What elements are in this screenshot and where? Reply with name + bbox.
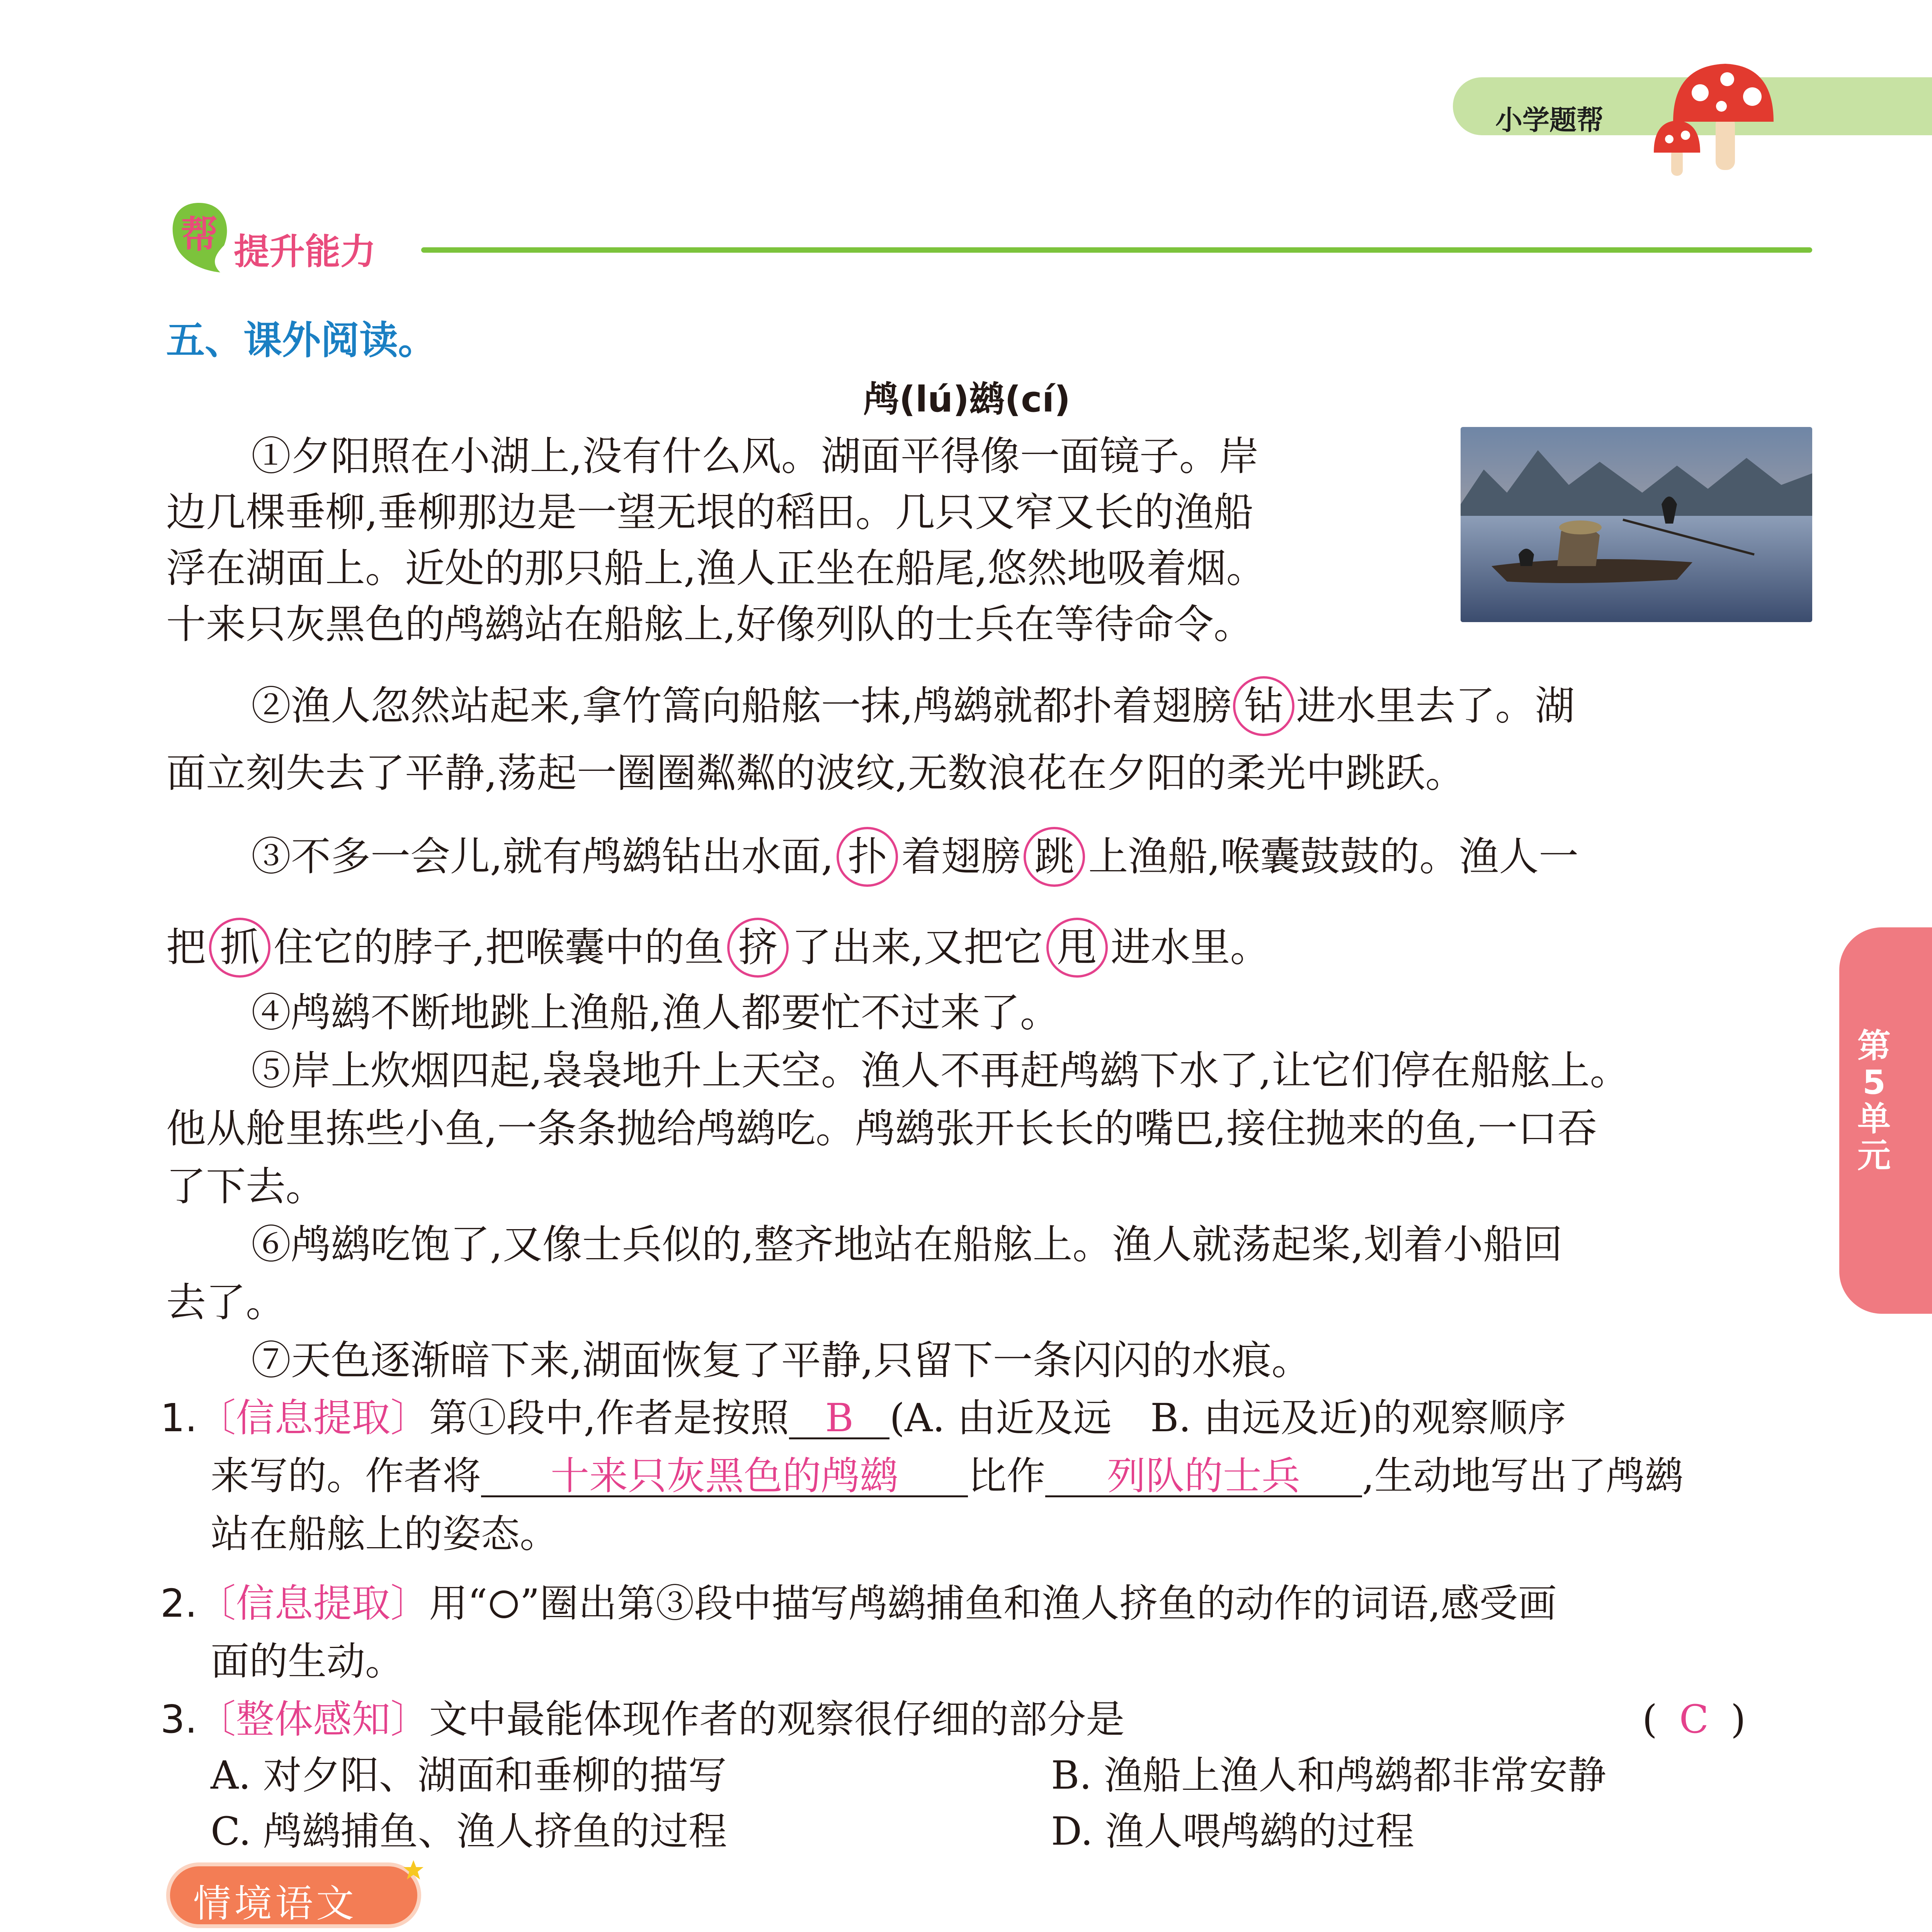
circled-word-pu: 扑 bbox=[837, 827, 898, 887]
circled-word-ji: 挤 bbox=[727, 918, 789, 978]
circled-word-shuai: 甩 bbox=[1046, 918, 1108, 978]
p3-text-e: 住它的脖子,把喉囊中的鱼 bbox=[274, 924, 724, 971]
cormorant-fishing-photo bbox=[1461, 427, 1812, 622]
q2-text-1: 用“ bbox=[429, 1581, 488, 1626]
unit-label-3: 单 bbox=[1857, 1100, 1891, 1139]
p2-text-a: ②渔人忽然站起来,拿竹篙向船舷一抹,鸬鹚就都扑着翅膀 bbox=[251, 683, 1232, 729]
mushroom-icon bbox=[1650, 58, 1777, 182]
circled-word-tiao: 跳 bbox=[1024, 827, 1085, 887]
q3-option-a: A. 对夕阳、湖面和垂柳的描写 bbox=[211, 1753, 727, 1798]
q1-answer-order[interactable]: B bbox=[789, 1399, 889, 1439]
p3-text-c: 上渔船,喉囊鼓鼓的。渔人一 bbox=[1088, 833, 1579, 880]
q2-text-2: ”圈出第③段中描写鸬鹚捕鱼和渔人挤鱼的动作的词语,感受画 bbox=[520, 1581, 1557, 1626]
p3-text-g: 进水里。 bbox=[1111, 924, 1270, 971]
question-2-line1 bbox=[160, 1581, 1557, 1626]
question-1-line1 bbox=[160, 1395, 1566, 1440]
p2-line2: 面立刻失去了平静,荡起一圈圈粼粼的波纹,无数浪花在夕阳的柔光中跳跃。 bbox=[166, 750, 1465, 796]
p2-text-b: 进水里去了。湖 bbox=[1296, 683, 1575, 729]
circled-word-zhua: 抓 bbox=[209, 918, 270, 978]
brand-label: 小学题帮 bbox=[1495, 104, 1604, 136]
section-divider bbox=[421, 247, 1812, 253]
q2-number: 2. bbox=[160, 1581, 197, 1626]
unit-label-2: 5 bbox=[1862, 1063, 1886, 1102]
p7-line: ⑦天色逐渐暗下来,湖面恢复了平静,只留下一条闪闪的水痕。 bbox=[251, 1337, 1311, 1384]
p3-text-b: 着翅膀 bbox=[901, 833, 1021, 880]
question-3-line1 bbox=[160, 1697, 1125, 1742]
q3-number: 3. bbox=[160, 1697, 197, 1742]
q3-option-c: C. 鸬鹚捕鱼、渔人挤鱼的过程 bbox=[211, 1809, 727, 1854]
section-logo-icon bbox=[166, 199, 232, 276]
question-1-line2 bbox=[211, 1453, 1684, 1498]
q3-text: 文中最能体现作者的观察很仔细的部分是 bbox=[429, 1697, 1125, 1742]
p1-line4: 十来只灰黑色的鸬鹚站在船舷上,好像列队的士兵在等待命令。 bbox=[166, 601, 1253, 648]
q1-answer-compare[interactable]: 列队的士兵 bbox=[1045, 1457, 1362, 1497]
q3-answer[interactable]: C bbox=[1679, 1697, 1709, 1742]
unit-label-1: 第 bbox=[1857, 1027, 1891, 1065]
q1-text-4: 比作 bbox=[968, 1453, 1045, 1498]
part-heading: 五、课外阅读。 bbox=[166, 318, 437, 363]
q1-text-6: 站在船舷上的姿态。 bbox=[211, 1511, 558, 1556]
q1-tag: 〔信息提取〕 bbox=[197, 1395, 429, 1440]
unit-label-4: 元 bbox=[1857, 1136, 1891, 1175]
p6-line2: 去了。 bbox=[166, 1279, 286, 1326]
q1-text-5: ,生动地写出了鸬鹚 bbox=[1362, 1453, 1684, 1498]
q3-option-d: D. 渔人喂鸬鹚的过程 bbox=[1051, 1809, 1415, 1854]
q3-close-paren: ) bbox=[1731, 1697, 1746, 1742]
q2-text-3: 面的生动。 bbox=[211, 1639, 404, 1684]
q1-number: 1. bbox=[160, 1395, 197, 1440]
q1-text-1: 第①段中,作者是按照 bbox=[429, 1395, 789, 1440]
star-icon bbox=[402, 1859, 425, 1882]
p3-text-a: ③不多一会儿,就有鸬鹚钻出水面, bbox=[251, 833, 834, 880]
q3-answer-bracket bbox=[1642, 1697, 1746, 1742]
q3-open-paren: ( bbox=[1642, 1697, 1658, 1742]
p5-line3: 了下去。 bbox=[166, 1163, 325, 1210]
section-title: 提升能力 bbox=[234, 231, 376, 272]
q3-option-b: B. 渔船上渔人和鸬鹚都非常安静 bbox=[1051, 1753, 1607, 1798]
p5-line2: 他从舱里拣些小鱼,一条条抛给鸬鹚吃。鸬鹚张开长长的嘴巴,接住抛来的鱼,一口吞 bbox=[166, 1105, 1597, 1152]
p3-text-f: 了出来,又把它 bbox=[791, 924, 1043, 971]
p4-line: ④鸬鹚不断地跳上渔船,渔人都要忙不过来了。 bbox=[251, 990, 1060, 1036]
p3-line1 bbox=[251, 827, 1578, 887]
circle-symbol-icon bbox=[490, 1590, 518, 1618]
p3-line2 bbox=[166, 918, 1270, 978]
p1-line1: ①夕阳照在小湖上,没有什么风。湖面平得像一面镜子。岸 bbox=[251, 433, 1259, 480]
p3-text-d: 把 bbox=[166, 924, 206, 971]
q1-text-3: 来写的。作者将 bbox=[211, 1453, 481, 1498]
q2-tag: 〔信息提取〕 bbox=[197, 1581, 429, 1626]
q1-text-2: (A. 由近及远 B. 由远及近)的观察顺序 bbox=[889, 1395, 1566, 1440]
unit-label bbox=[1853, 1028, 1895, 1174]
p6-line1: ⑥鸬鹚吃饱了,又像士兵似的,整齐地站在船舷上。渔人就荡起桨,划着小船回 bbox=[251, 1221, 1563, 1268]
context-pill-label: 情境语文 bbox=[193, 1882, 357, 1926]
p1-line3: 浮在湖面上。近处的那只船上,渔人正坐在船尾,悠然地吸着烟。 bbox=[166, 545, 1266, 592]
p1-line2: 边几棵垂柳,垂柳那边是一望无垠的稻田。几只又窄又长的渔船 bbox=[166, 489, 1253, 536]
p5-line1: ⑤岸上炊烟四起,袅袅地升上天空。渔人不再赶鸬鹚下水了,让它们停在船舷上。 bbox=[251, 1048, 1630, 1094]
section-logo-char: 帮 bbox=[181, 213, 218, 256]
passage-title: 鸬(lú)鹚(cí) bbox=[864, 379, 1071, 420]
q1-answer-subject[interactable]: 十来只灰黑色的鸬鹚 bbox=[481, 1457, 968, 1497]
p2-line1 bbox=[251, 676, 1575, 736]
q3-tag: 〔整体感知〕 bbox=[197, 1697, 429, 1742]
circled-word-zuan: 钻 bbox=[1233, 676, 1294, 736]
